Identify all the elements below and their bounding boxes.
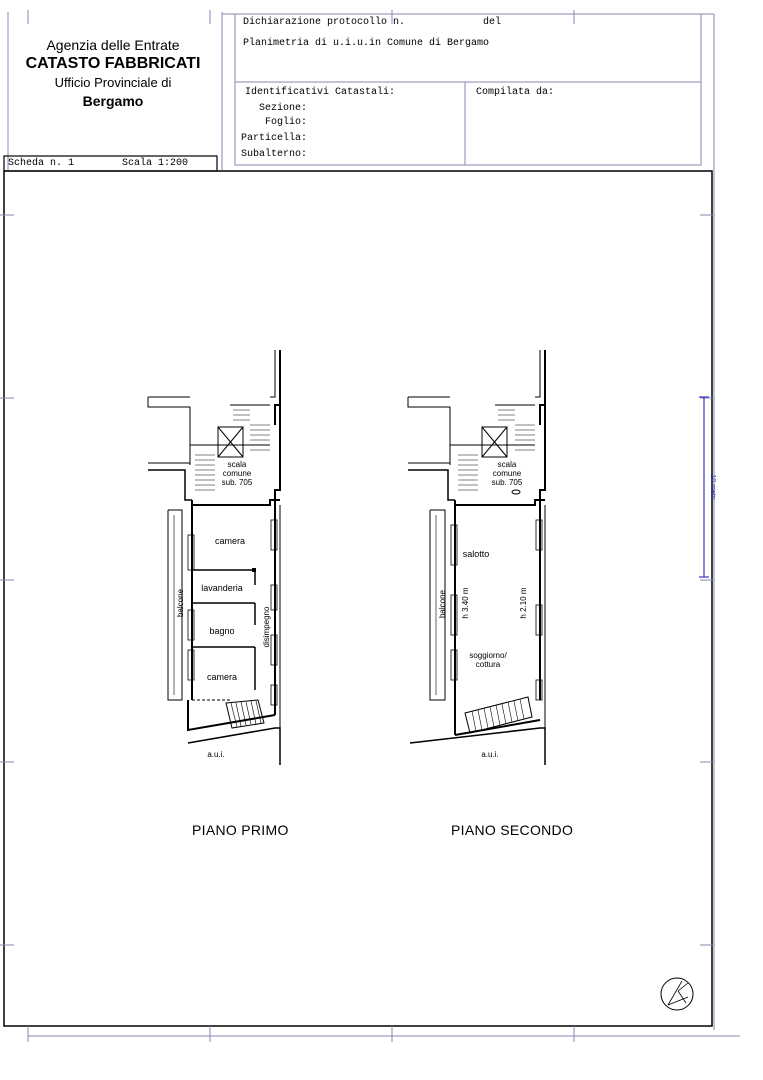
label-soggiorno: soggiorno/ [469, 651, 507, 660]
label-aui: a.u.i. [207, 750, 225, 759]
label-camera-bottom: camera [206, 672, 238, 682]
label-salotto: salotto [462, 549, 490, 559]
label-aui: a.u.i. [481, 750, 499, 759]
north-arrow-icon [658, 975, 696, 1013]
particella-label: Particella: [241, 133, 308, 144]
foglio-label: Foglio: [265, 117, 308, 128]
label-scala: scala [227, 460, 247, 469]
agency-name: Agenzia delle Entrate [46, 37, 180, 53]
label-comune: comune [492, 469, 522, 478]
scale-bar-label: 10 metri [709, 474, 716, 500]
plan-title-secondo: PIANO SECONDO [451, 822, 574, 838]
label-bagno: bagno [209, 626, 235, 636]
declaration-label: Dichiarazione protocollo n. [243, 17, 406, 28]
label-lavanderia: lavanderia [201, 583, 243, 593]
agency-block [8, 36, 218, 111]
floor-plan-primo [130, 345, 300, 775]
declaration-del: del [483, 17, 502, 28]
label-height-2: h 2.10 m [519, 587, 528, 619]
label-height-1: h 3.40 m [461, 587, 470, 619]
label-camera-top: camera [214, 536, 246, 546]
sezione-label: Sezione: [259, 103, 308, 114]
identifiers-title: Identificativi Catastali: [245, 87, 396, 98]
office-city: Bergamo [82, 93, 144, 109]
catasto-title: CATASTO FABBRICATI [25, 55, 201, 72]
label-sub: sub. 705 [221, 478, 253, 487]
subalterno-label: Subalterno: [241, 149, 308, 160]
label-balcone: balcone [438, 589, 447, 619]
scale-bar [694, 392, 716, 584]
label-balcone: balcone [176, 588, 185, 618]
label-comune: comune [222, 469, 252, 478]
scala-label: Scala 1:200 [122, 158, 189, 169]
label-disimpegno: disimpegno [262, 606, 271, 648]
label-scala: scala [497, 460, 517, 469]
scheda-label: Scheda n. 1 [8, 158, 75, 169]
floor-plan-secondo [390, 345, 560, 775]
label-sub: sub. 705 [491, 478, 523, 487]
label-cottura: cottura [475, 660, 501, 669]
compilata-label: Compilata da: [476, 87, 555, 98]
office-label: Ufficio Provinciale di [54, 75, 172, 90]
planimetry-label: Planimetria di u.i.u.in Comune di Bergamo [243, 38, 490, 49]
plan-title-primo: PIANO PRIMO [192, 822, 289, 838]
